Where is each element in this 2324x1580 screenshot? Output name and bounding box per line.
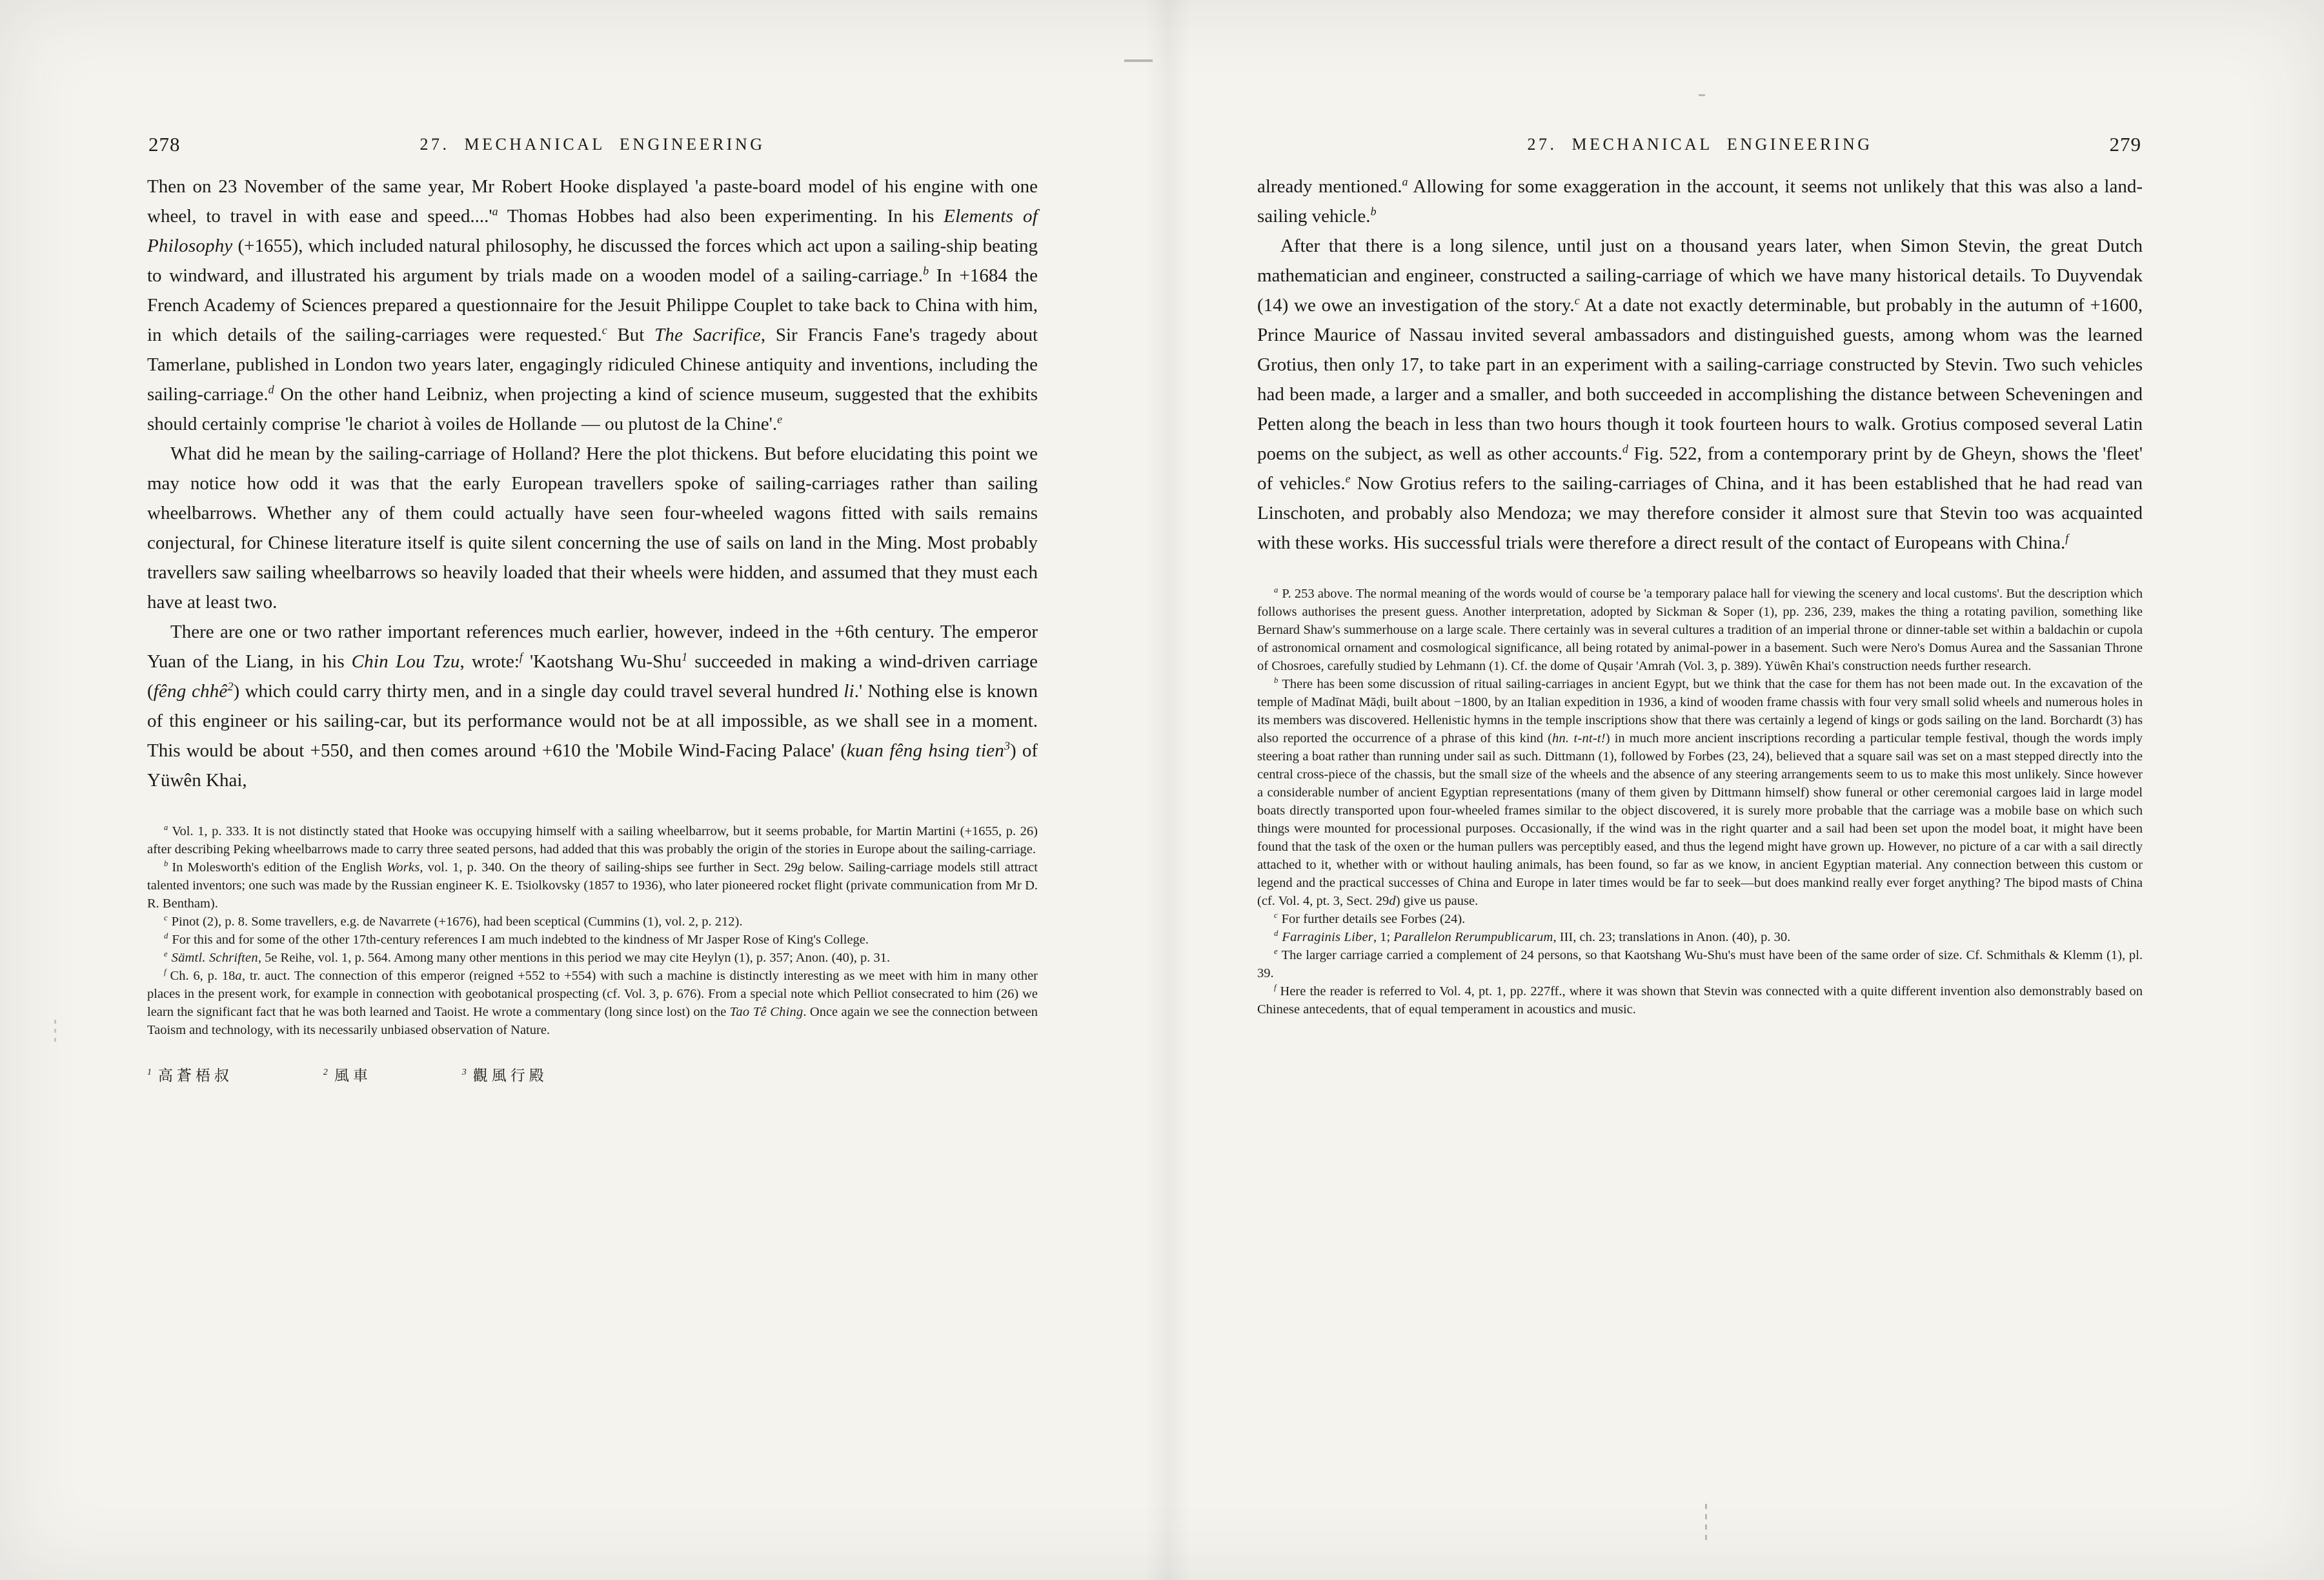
footnote: [147, 822, 1038, 858]
footnote: [147, 967, 1038, 1039]
footnote: [1257, 946, 2143, 982]
running-title-left: 27. MECHANICAL ENGINEERING: [419, 135, 765, 154]
paragraph-text: already mentioned.$^a$ Allowing for some exaggeration in the account, it seems not unlikely that this was also a land-sailing vehicle.$^b$: [1257, 175, 2143, 227]
gloss-number: 2: [323, 1067, 328, 1077]
page-gutter-shadow: [1146, 0, 1191, 1580]
footnote-marker: f: [1274, 983, 1277, 993]
chinese-gloss: [147, 1064, 233, 1085]
body-text-right: [1257, 172, 2143, 558]
body-text-left: [147, 172, 1038, 795]
paragraph-text: Then on 23 November of the same year, Mr Robert Hooke displayed 'a paste-board model of his engine with one wheel, to travel in with ease and $speed....'^a$ Thomas Hobbes had also been experimenting. In his Elements of Philosophy (+1655), which included natural philosophy, he discussed the forces which act upon a sailing-ship beating to windward, and illustrated his argument by trials made on a wooden model of a sailing-carriage.$^b$ In +1684 the French Academy of Sciences prepared a questionnaire for the Jesuit Philippe Couplet to take back to China with him, in which details of the sailing-carriages were requested.$^c$ But The Sacrifice, Sir Francis Fane's tragedy about Tamerlane, published in London two years later, engagingly ridiculed Chinese antiquity and inventions, including the sailing-carriage.$^d$ On the other hand Leibniz, when projecting a kind of science museum, suggested that the exhibits should certainly comprise 'le chariot à voiles de Hollande — ou plutost de la Chine'.$^e$: [147, 176, 1038, 434]
footnote-text: Vol. 1, p. 333. It is not distinctly stated that Hooke was occupying himself with a sailing wheelbarrow, but it seems probable, for Martin Martini (+1655, p. 26) after describing Peking wheelbarrows made to carry three seated persons, had added that this was probably the origin of the stories in Europe about the sailing-carriage.: [147, 824, 1038, 856]
footnote-text: Farraginis Liber, 1; Parallelon Rerumpublicarum, III, ch. 23; translations in Anon. (40), p. 30.: [1282, 930, 1791, 944]
footnote-marker: b: [1274, 676, 1278, 685]
footnote-text: Ch. 6, p. 18a, tr. auct. The connection of this emperor (reigned +552 to +554) with such a machine is distinctly interesting as we meet with him in many other places in the present work, for example in connection with geobotanical prospecting (cf. Vol. 3, p. 676). From a special note which Pelliot consecrated to him (26) we learn the significant fact that he was both learned and Taoist. He wrote a commentary (long since lost) on the Tao Tê Ching. Once again we see the connection between Taoism and technology, with its necessarily unbiased observation of Nature.: [147, 969, 1038, 1037]
footnote: [1257, 585, 2143, 675]
page-number-right: 279: [2109, 133, 2141, 156]
running-title-right: 27. MECHANICAL ENGINEERING: [1527, 135, 1873, 154]
running-header-right: [1257, 133, 2143, 160]
body-paragraph: [147, 439, 1038, 617]
footnote-marker: d: [164, 931, 168, 941]
footnote: [147, 931, 1038, 949]
footnote-text: P. 253 above. The normal meaning of the words would of course be 'a temporary palace hall for viewing the scenery and local customs'. But the description which follows authorises the present guess. Another interpretation, adopted by Sickman & Soper (1), pp. 236, 239, makes the thing a rotating pavilion, something like Bernard Shaw's summerhouse on a large scale. There certainly was in several cultures a tradition of an imperial throne or dinner-table set within a baldachin or cupola of astronomical ornament and cosmological significance, all being rotated by animal-power in a basement. Such were Nero's Domus Aurea and the Sassanian Throne of Chosroes, carefully studied by Lehmann (1). Cf. the dome of Quṣair 'Amrah (Vol. 3, p. 389). Yüwên Khai's construction needs further research.: [1257, 587, 2143, 673]
footnote: [1257, 675, 2143, 910]
gloss-number: 3: [461, 1067, 467, 1077]
scan-artifact-edge-marks: [54, 1020, 56, 1046]
chinese-gloss: [323, 1064, 372, 1085]
footnote: [1257, 982, 2143, 1018]
footnote-marker: f: [164, 967, 167, 977]
page-278: [147, 0, 1038, 1580]
paragraph-text: What did he mean by the sailing-carriage of Holland? Here the plot thickens. But before elucidating this point we may notice how odd it was that the early European travellers spoke of sailing-carriages rather than sailing wheelbarrows. Whether any of them could actually have seen four-wheeled wagons fitted with sails remains conjectural, for Chinese literature itself is quite silent concerning the use of sails on land in the Ming. Most probably travellers saw sailing wheelbarrows so heavily loaded that their wheels were hidden, and assumed that they must each have at least two.: [147, 443, 1038, 613]
body-paragraph: [147, 617, 1038, 795]
chinese-character-glosses: [147, 1064, 1038, 1085]
gloss-number: 1: [147, 1067, 152, 1077]
scan-artifact-dash: [1124, 59, 1153, 62]
footnote-marker: c: [164, 913, 168, 923]
footnote-marker: d: [1274, 929, 1278, 938]
body-paragraph: [147, 172, 1038, 439]
chinese-gloss: [462, 1064, 548, 1085]
footnote-text: For further details see Forbes (24).: [1281, 912, 1466, 926]
footnote-marker: e: [164, 949, 168, 959]
footnote: [147, 858, 1038, 913]
gloss-characters: 觀風行殿: [472, 1068, 548, 1084]
gloss-characters: 高蒼梧叔: [157, 1068, 233, 1084]
footnote-text: In Molesworth's edition of the English Works, vol. 1, p. 340. On the theory of sailing-ships see further in Sect. 29g below. Sailing-carriage models still attract talented inventors; one such was made by the Russian engineer K. E. Tsiolkovsky (1857 to 1936), who later pioneered rocket flight (private communication from Mr D. R. Bentham).: [147, 860, 1038, 911]
body-paragraph: [1257, 231, 2143, 558]
footnote: [1257, 928, 2143, 946]
footnotes-left: [147, 822, 1038, 1039]
footnote-text: Pinot (2), p. 8. Some travellers, e.g. de Navarrete (+1676), had been sceptical (Cummins (1), vol. 2, p. 212).: [171, 915, 743, 929]
footnote-marker: a: [1274, 585, 1278, 595]
footnote-marker: b: [164, 859, 168, 869]
footnote-marker: c: [1274, 911, 1278, 920]
paragraph-text: After that there is a long silence, until just on a thousand years later, when Simon Stevin, the great Dutch mathematician and engineer, constructed a sailing-carriage of which we have many historical details. To Duyvendak (14) we owe an investigation of the story.$^c$ At a date not exactly determinable, but probably in the autumn of +1600, Prince Maurice of Nassau invited several ambassadors and distinguished guests, among whom was the learned Grotius, then only 17, to take part in an experiment with a sailing-carriage constructed by Stevin. Two such vehicles had been made, a larger and a smaller, and both succeeded in accomplishing the distance between Scheveningen and Petten along the beach in less than two hours though it took fourteen hours to walk. Grotius composed several Latin poems on the subject, as well as other accounts.$^d$ Fig. 522, from a contemporary print by de Gheyn, shows the 'fleet' of vehicles.$^e$ Now Grotius refers to the sailing-carriages of China, and it has been established that he had read van Linschoten, and probably also Mendoza; we may therefore consider it almost sure that Stevin too was acquainted with these works. His successful trials were therefore a direct result of the contact of Europeans with China.$^f$: [1257, 236, 2143, 553]
running-header-left: [147, 133, 1038, 160]
footnote: [1257, 910, 2143, 928]
footnote-marker: e: [1274, 947, 1278, 957]
gloss-characters: 風車: [334, 1068, 372, 1084]
paragraph-text: There are one or two rather important references much earlier, however, indeed in the +6th century. The emperor Yuan of the Liang, in his Chin Lou Tzu, wrote:$^f$ 'Kaotshang Wu-Shu$^1$ succeeded in making a wind-driven carriage (fêng chhê$^2$) which could carry thirty men, and in a single day could travel several hundred li.' Nothing else is known of this engineer or his sailing-car, but its performance would not be at all impossible, as we shall see in a moment. This would be about +550, and then comes around +610 the 'Mobile Wind-Facing Palace' (kuan fêng hsing tien$^3$) of Yüwên Khai,: [147, 622, 1038, 791]
footnotes-right: [1257, 585, 2143, 1018]
footnote-text: The larger carriage carried a complement of 24 persons, so that Kaotshang Wu-Shu's must have been of the same order of size. Cf. Schmithals & Klemm (1), pl. 39.: [1257, 948, 2143, 980]
body-paragraph: [1257, 172, 2143, 231]
page-number-left: 278: [148, 133, 181, 156]
footnote-text: Here the reader is referred to Vol. 4, pt. 1, pp. 227ff., where it was shown that Stevin was connected with a quite different invention also demonstrably based on Chinese antecedents, that of equal temperament in acoustics and music.: [1257, 984, 2143, 1017]
footnote: [147, 913, 1038, 931]
footnote-text: For this and for some of the other 17th-century references I am much indebted to the kindness of Mr Jasper Rose of King's College.: [172, 933, 869, 947]
footnote-text: Sämtl. Schriften, 5e Reihe, vol. 1, p. 564. Among many other mentions in this period we may cite Heylyn (1), p. 357; Anon. (40), p. 31.: [171, 951, 891, 965]
footnote: [147, 949, 1038, 967]
footnote-text: There has been some discussion of ritual sailing-carriages in ancient Egypt, but we think that the case for them has not been made out. In the excavation of the temple of Madīnat Māḍi, built about −1800, by an Italian expedition in 1936, a kind of wooden frame chassis with four very small solid wheels and numerous holes in its members was discovered. Hellenistic hymns in the temple inscriptions show that there was certainly a legend of kings or gods sailing on the land. Borchardt (3) has also reported the occurrence of a phrase of this kind (hn. t-nt-t!) in much more ancient inscriptions recording a particular temple festival, though the words imply steering a boat rather than running under sail as such. Dittmann (1), followed by Forbes (23, 24), believed that a square sail was set on a mast stepped directly into the central cross-piece of the chassis, but the small size of the wheels and the absence of any steering arrangements seem to us to make this most unlikely. Since however a considerable number of ancient Egyptian representations (many of them given by Dittmann himself) show funeral or other ceremonial cargoes laid in large model boats directly transported upon four-wheeled frames similar to the object discovered, it is surely more probable that the carriage was a mobile base on which such things were mounted for processional purposes. Occasionally, if the wind was in the right quarter and a sail had been set upon the model boat, it might have been found that the task of the oxen or the human pullers was perceptibly eased, and thus the legend might have grown up. However, no picture of a car with a sail directly attached to it, whether with or without hauling animals, has been found, so far as we know, in ancient Egyptian material. Any connection between this custom or legend and the practical successes of China and Europe in later times would be far to seek—but does mankind really ever forget anything? The bipod masts of China (cf. Vol. 4, pt. 3, Sect. 29d) give us pause.: [1257, 677, 2143, 908]
page-279: [1257, 0, 2143, 1580]
footnote-marker: a: [164, 823, 168, 833]
